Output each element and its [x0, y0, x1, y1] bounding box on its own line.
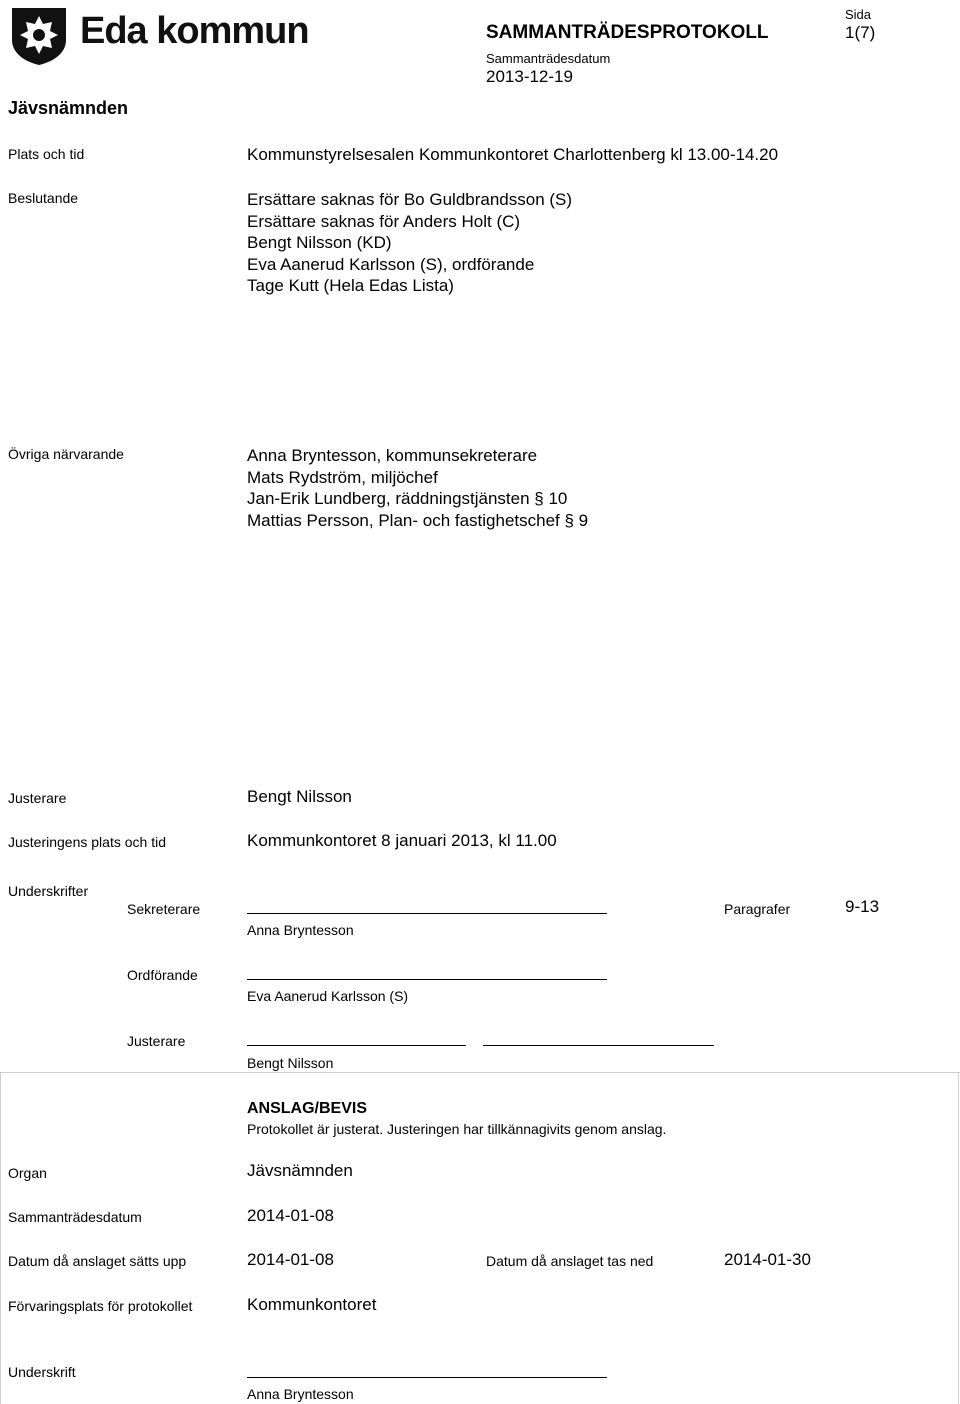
others-list — [247, 445, 588, 531]
notice-title: ANSLAG/BEVIS — [247, 1100, 368, 1117]
notice-meeting-date-label: Sammanträdesdatum — [8, 1209, 142, 1225]
signatures-label: Underskrifter — [8, 883, 89, 899]
list-item: Bengt Nilsson (KD) — [247, 233, 392, 252]
storage-label: Förvaringsplats för protokollet — [8, 1298, 193, 1314]
adjuster-signature-label: Justerare — [127, 1033, 186, 1049]
list-item: Jan-Erik Lundberg, räddningstjänsten § 10 — [247, 489, 568, 508]
removed-date-label: Datum då anslaget tas ned — [486, 1253, 654, 1269]
secretary-name: Anna Bryntesson — [247, 922, 354, 938]
secretary-label: Sekreterare — [127, 901, 201, 917]
posted-date-value: 2014-01-08 — [247, 1250, 334, 1269]
notice-signature-line — [247, 1377, 607, 1378]
chair-signature-line — [247, 979, 607, 980]
list-item: Mats Rydström, miljöchef — [247, 467, 438, 487]
signature-name: Anna Bryntesson — [247, 1386, 354, 1402]
secretary-signature-line — [247, 913, 607, 914]
list-item: Ersättare saknas för Anders Holt (C) — [247, 211, 521, 231]
deciding-list — [247, 189, 572, 297]
others-label: Övriga närvarande — [8, 446, 124, 462]
list-item: Tage Kutt (Hela Edas Lista) — [247, 276, 454, 295]
adjuster-label: Justerare — [8, 790, 67, 806]
signature-label: Underskrift — [8, 1364, 76, 1380]
removed-date-value: 2014-01-30 — [724, 1250, 811, 1269]
posted-date-label: Datum då anslaget sätts upp — [8, 1253, 187, 1269]
organization-name: Eda kommun — [80, 10, 309, 52]
meeting-date: 2013-12-19 — [486, 67, 573, 86]
extra-signature-line — [483, 1045, 714, 1046]
paragraphs-label: Paragrafer — [724, 901, 791, 917]
list-item: Ersättare saknas för Bo Guldbrandsson (S) — [247, 190, 573, 209]
chair-name: Eva Aanerud Karlsson (S) — [247, 988, 409, 1004]
meeting-date-label: Sammanträdesdatum — [486, 51, 611, 66]
notice-top-border — [0, 1072, 960, 1073]
municipal-shield-icon — [8, 4, 70, 66]
adjust-place-value: Kommunkontoret 8 januari 2013, kl 11.00 — [247, 831, 557, 850]
list-item: Anna Bryntesson, kommunsekreterare — [247, 446, 538, 465]
list-item: Eva Aanerud Karlsson (S), ordförande — [247, 254, 535, 274]
notice-subtitle: Protokollet är justerat. Justeringen har tillkännagivits genom anslag. — [247, 1121, 667, 1137]
notice-left-border — [0, 1072, 1, 1404]
paragraphs-value: 9-13 — [845, 897, 880, 916]
committee-name: Jävsnämnden — [8, 98, 129, 118]
storage-value: Kommunkontoret — [247, 1295, 377, 1314]
notice-meeting-date-value: 2014-01-08 — [247, 1206, 334, 1225]
place-time-value: Kommunstyrelsesalen Kommunkontoret Charlottenberg kl 13.00-14.20 — [247, 145, 779, 164]
document-title: SAMMANTRÄDESPROTOKOLL — [486, 22, 769, 43]
adjuster-value: Bengt Nilsson — [247, 787, 352, 806]
organ-value: Jävsnämnden — [247, 1161, 353, 1180]
organ-label: Organ — [8, 1165, 47, 1181]
chair-label: Ordförande — [127, 967, 198, 983]
adjust-place-label: Justeringens plats och tid — [8, 834, 166, 850]
notice-right-border — [958, 1072, 959, 1404]
deciding-label: Beslutande — [8, 190, 79, 206]
adjuster-signature-name: Bengt Nilsson — [247, 1055, 334, 1071]
logo — [8, 4, 70, 66]
page-number: 1(7) — [845, 23, 876, 42]
page-label: Sida — [845, 7, 872, 22]
place-time-label: Plats och tid — [8, 146, 85, 162]
list-item: Mattias Persson, Plan- och fastighetschef § 9 — [247, 510, 589, 530]
adjuster-signature-line — [247, 1045, 466, 1046]
